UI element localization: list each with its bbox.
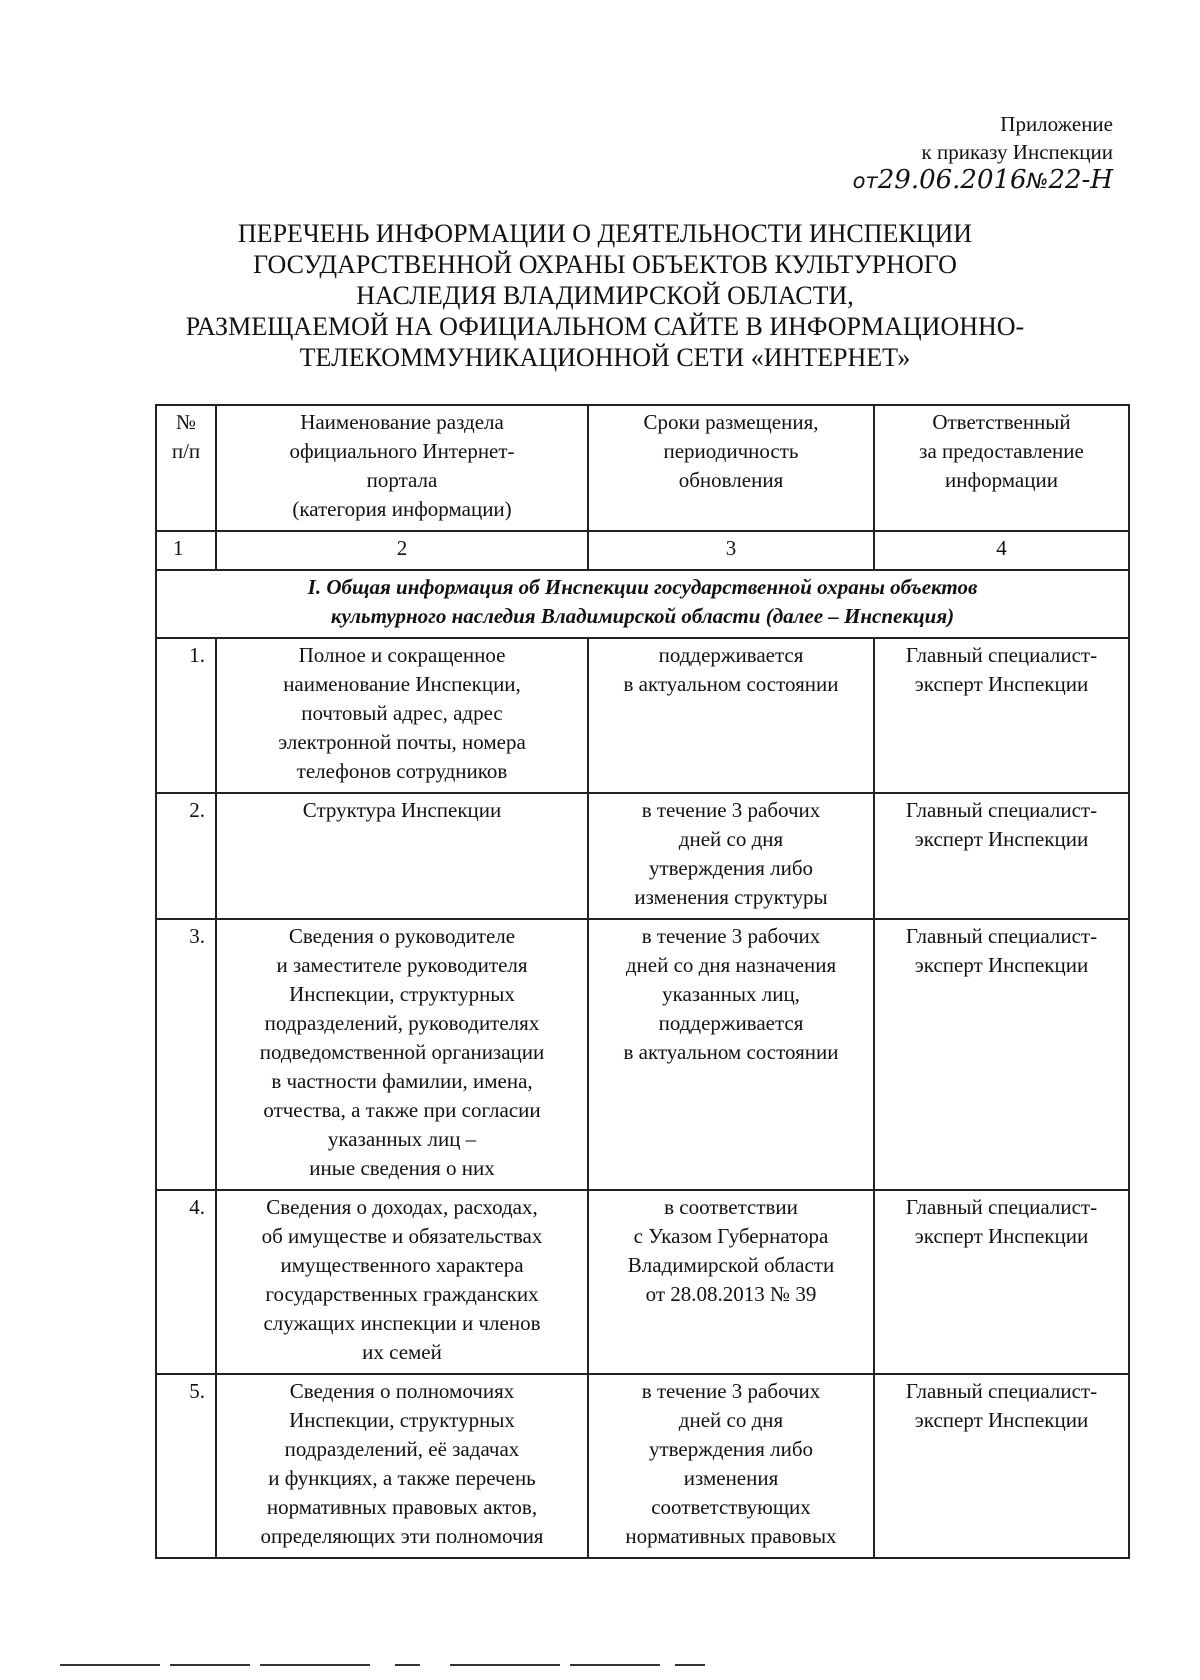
table-row [156,793,1129,919]
appendix-order-ref: к приказу Инспекции [921,140,1113,164]
number-sign: № [1026,169,1049,193]
table-header-row [156,405,1129,531]
footer-dash [395,1664,420,1666]
title-line: ГОСУДАРСТВЕННОЙ ОХРАНЫ ОБЪЕКТОВ КУЛЬТУРНОГО [253,250,957,279]
footer-dash [260,1664,370,1666]
row-responsible: Главный специалист- эксперт Инспекции [874,638,1129,793]
handwritten-date: 29.06.2016 [877,165,1027,195]
title-line: НАСЛЕДИЯ ВЛАДИМИРСКОЙ ОБЛАСТИ, [356,281,854,310]
row-responsible: Главный специалист- эксперт Инспекции [874,919,1129,1190]
table-row [156,1190,1129,1374]
row-responsible: Главный специалист- эксперт Инспекции [874,1190,1129,1374]
header-num: № п/п [156,405,216,531]
row-name: Полное и сокращенное наименование Инспекции, почтовый адрес, адрес электронной почты, номера телефонов сотрудников [216,638,588,793]
footer-dash [675,1664,705,1666]
header-section-name: Наименование раздела официального Интернет- портала (категория информации) [216,405,588,531]
index-cell: 3 [588,531,874,570]
footer-dash [570,1664,660,1666]
table-row [156,1374,1129,1558]
index-cell: 1 [156,531,216,570]
footer-dash [60,1664,160,1666]
row-num: 1. [156,638,216,793]
table-row [156,638,1129,793]
row-terms: в течение 3 рабочих дней со дня утверждения либо изменения соответствующих нормативных правовых [588,1374,874,1558]
column-index-row [156,531,1129,570]
information-table [155,404,1130,1559]
row-terms: поддерживается в актуальном состоянии [588,638,874,793]
row-num: 5. [156,1374,216,1558]
footer-dash [450,1664,560,1666]
document-title [130,218,1080,373]
row-num: 4. [156,1190,216,1374]
row-responsible: Главный специалист- эксперт Инспекции [874,793,1129,919]
row-terms: в течение 3 рабочих дней со дня назначения указанных лиц, поддерживается в актуальном состоянии [588,919,874,1190]
row-num: 2. [156,793,216,919]
date-prefix: от [852,169,878,193]
row-responsible: Главный специалист- эксперт Инспекции [874,1374,1129,1558]
footer-dash [170,1664,250,1666]
index-cell: 2 [216,531,588,570]
row-name: Сведения о руководителе и заместителе руководителя Инспекции, структурных подразделений, руководителях подведомственной организации в частности фамилии, имена, отчества, а также при согласии указанных лиц – иные сведения о них [216,919,588,1190]
footer-separator-lines [60,1664,700,1668]
header-responsible: Ответственный за предоставление информации [874,405,1129,531]
appendix-label: Приложение [1000,112,1113,136]
row-num: 3. [156,919,216,1190]
row-terms: в течение 3 рабочих дней со дня утверждения либо изменения структуры [588,793,874,919]
table-row [156,919,1129,1190]
appendix-date-line [853,166,1113,195]
title-line: ПЕРЕЧЕНЬ ИНФОРМАЦИИ О ДЕЯТЕЛЬНОСТИ ИНСПЕКЦИИ [237,219,973,248]
section-row [156,570,1129,638]
row-name: Структура Инспекции [216,793,588,919]
row-name: Сведения о доходах, расходах, об имуществе и обязательствах имущественного характера государственных гражданских служащих инспекции и членов их семей [216,1190,588,1374]
title-line: ТЕЛЕКОММУНИКАЦИОННОЙ СЕТИ «ИНТЕРНЕТ» [299,343,911,372]
index-cell: 4 [874,531,1129,570]
section-title: I. Общая информация об Инспекции государственной охраны объектов культурного наследия Владимирской области (далее – Инспекция) [156,570,1129,638]
title-line: РАЗМЕЩАЕМОЙ НА ОФИЦИАЛЬНОМ САЙТЕ В ИНФОРМАЦИОННО- [185,312,1025,341]
row-name: Сведения о полномочиях Инспекции, структурных подразделений, её задачах и функциях, а также перечень нормативных правовых актов, определяющих эти полномочия [216,1374,588,1558]
appendix-block [853,110,1113,195]
header-terms: Сроки размещения, периодичность обновления [588,405,874,531]
handwritten-number: 22-Н [1048,165,1113,195]
row-terms: в соответствии с Указом Губернатора Владимирской области от 28.08.2013 № 39 [588,1190,874,1374]
